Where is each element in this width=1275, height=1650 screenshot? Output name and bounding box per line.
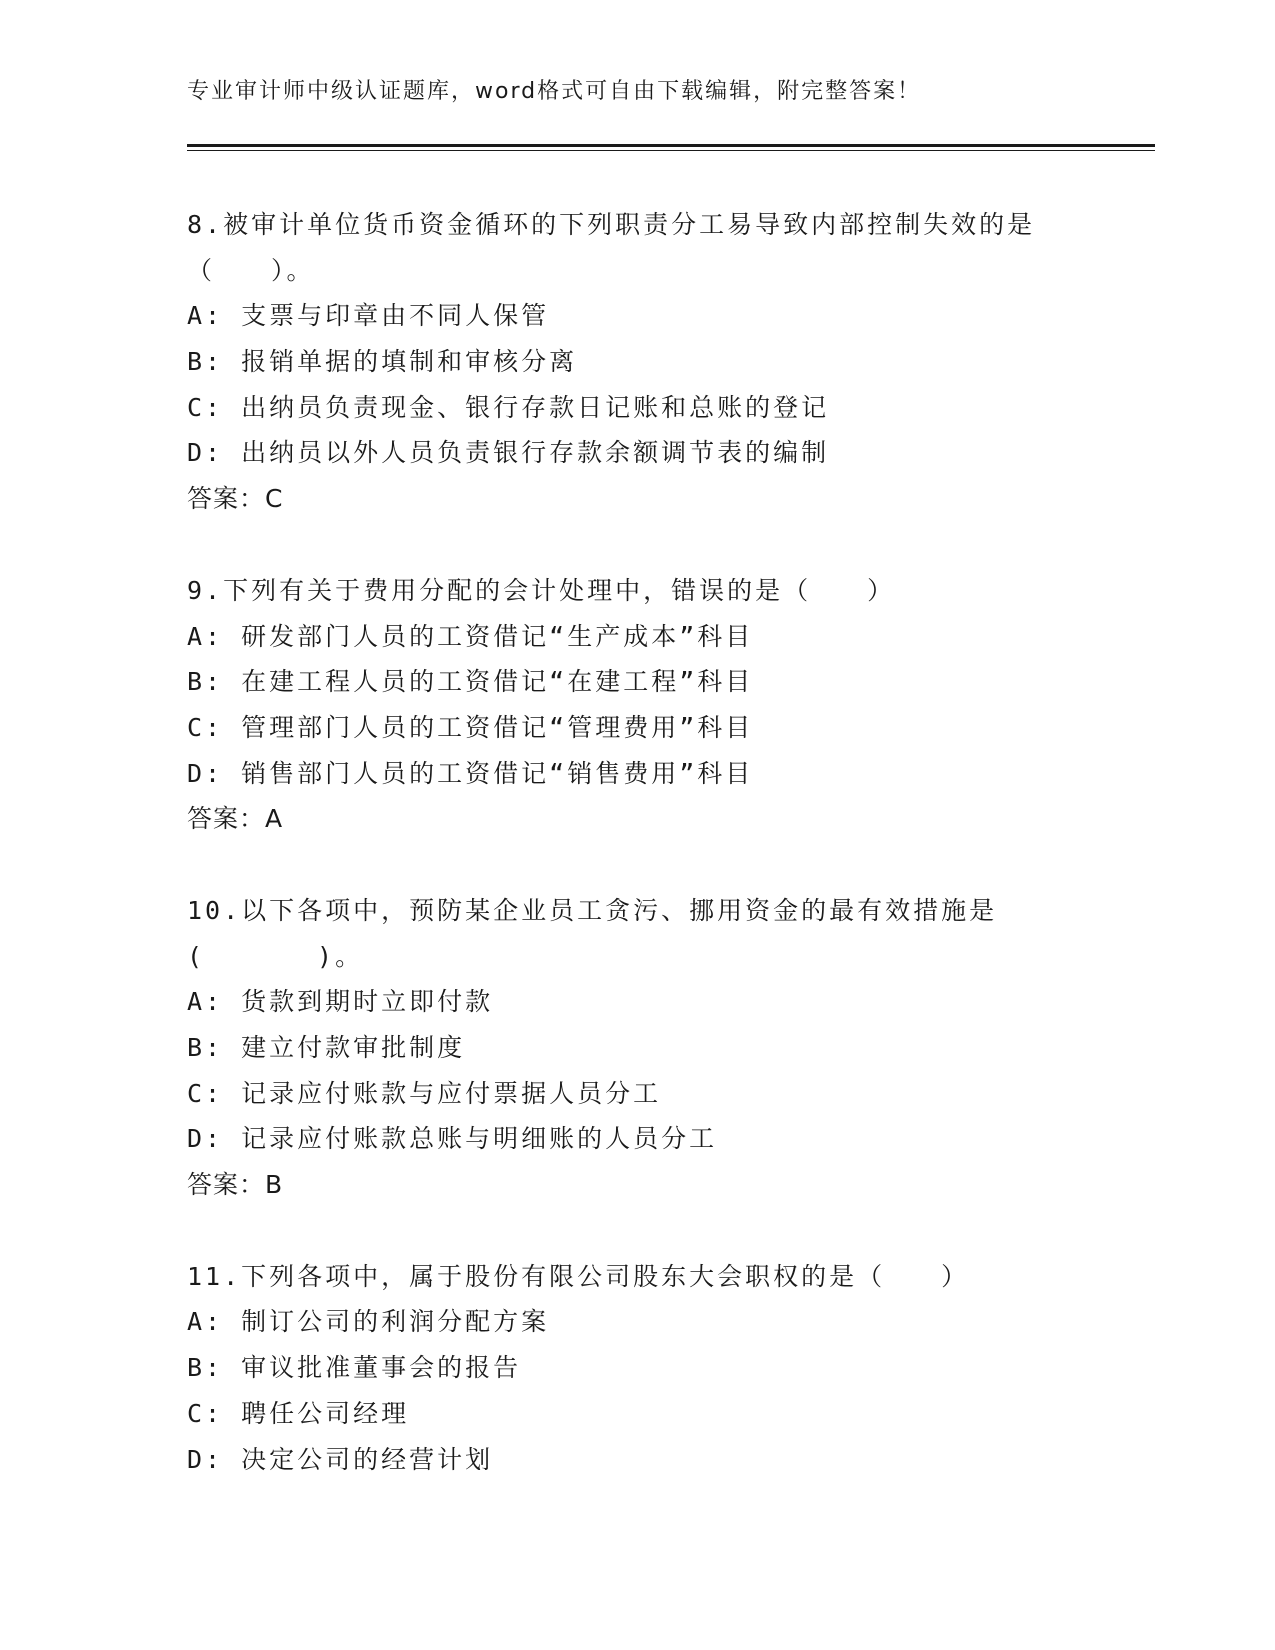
option-a: A: 研发部门人员的工资借记“生产成本”科目 xyxy=(187,621,754,651)
option-b: B: 建立付款审批制度 xyxy=(187,1033,466,1062)
option-d: D: 记录应付账款总账与明细账的人员分工 xyxy=(187,1124,718,1154)
option-d: D: 出纳员以外人员负责银行存款余额调节表的编制 xyxy=(187,438,830,468)
option-d: D: 销售部门人员的工资借记“销售费用”科目 xyxy=(187,758,754,788)
question-stem: 10.以下各项中，预防某企业员工贪污、挪用资金的最有效措施是 xyxy=(187,895,998,925)
option-a: A: 制订公司的利润分配方案 xyxy=(187,1307,550,1337)
answer-line: 答案：B xyxy=(187,1170,284,1200)
header-rule-thick xyxy=(187,144,1155,147)
question-stem: 11.下列各项中，属于股份有限公司股东大会职权的是（ ） xyxy=(187,1261,970,1291)
option-b: B: 在建工程人员的工资借记“在建工程”科目 xyxy=(187,667,754,697)
option-b: B: 报销单据的填制和审核分离 xyxy=(187,347,578,377)
question-11 xyxy=(187,1254,1155,1482)
header-rule-thin xyxy=(187,150,1155,151)
question-10 xyxy=(187,888,1155,1208)
option-c: C: 出纳员负责现金、银行存款日记账和总账的登记 xyxy=(187,392,830,422)
option-b: B: 审议批准董事会的报告 xyxy=(187,1353,522,1383)
question-stem: 9.下列有关于费用分配的会计处理中，错误的是（ ） xyxy=(187,575,896,605)
option-c: C: 聘任公司经理 xyxy=(187,1398,410,1428)
question-9 xyxy=(187,568,1155,842)
question-stem: 8.被审计单位货币资金循环的下列职责分工易导致内部控制失效的是 xyxy=(187,210,1036,239)
question-stem: （ ）。 xyxy=(187,255,315,285)
question-list xyxy=(187,202,1155,1528)
answer-line: 答案：A xyxy=(187,804,284,834)
option-c: C: 记录应付账款与应付票据人员分工 xyxy=(187,1078,662,1108)
option-a: A: 货款到期时立即付款 xyxy=(187,987,494,1017)
option-c: C: 管理部门人员的工资借记“管理费用”科目 xyxy=(187,712,754,742)
option-d: D: 决定公司的经营计划 xyxy=(187,1444,494,1474)
option-a: A: 支票与印章由不同人保管 xyxy=(187,301,550,331)
answer-line: 答案：C xyxy=(187,484,284,514)
question-stem: ( )。 xyxy=(187,941,364,971)
question-8 xyxy=(187,202,1155,522)
page-header: 专业审计师中级认证题库，word格式可自由下载编辑，附完整答案！ xyxy=(187,79,922,104)
